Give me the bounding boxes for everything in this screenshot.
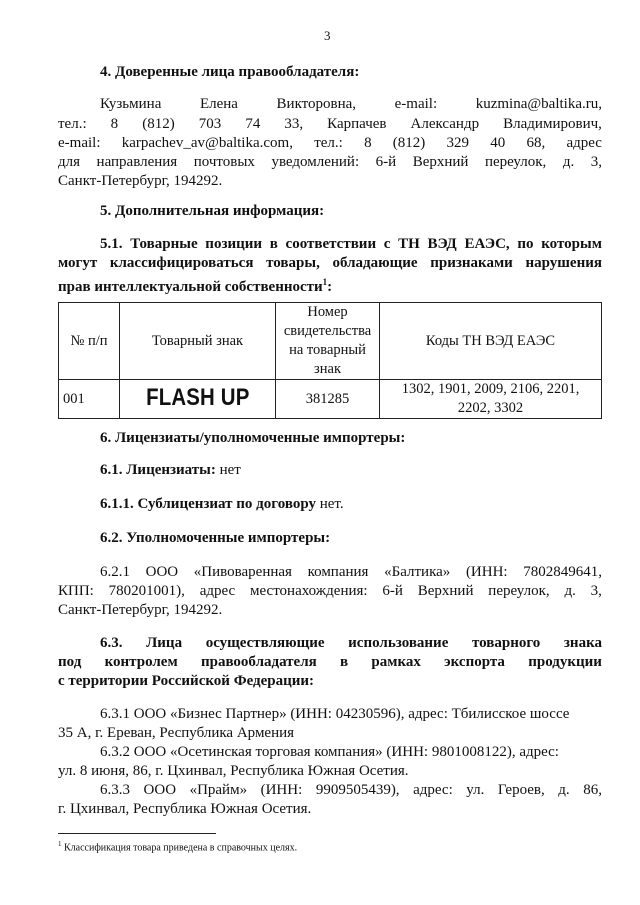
word: 7802849641, — [523, 564, 602, 580]
section-5-heading: 5. Дополнительная информация: — [100, 203, 325, 219]
word: Верхний — [412, 154, 469, 170]
word: рамках — [371, 654, 421, 670]
footnote-ref: 1 — [322, 277, 328, 287]
section-6-heading: 6. Лицензиаты/уполномоченные импортеры: — [100, 430, 406, 446]
section-6-3-line-1 — [100, 633, 602, 653]
word: использование — [348, 635, 449, 651]
word: ТН — [398, 236, 420, 252]
word: ЕАЭС, — [464, 236, 510, 252]
word: с — [383, 236, 391, 252]
section-6-2-1-line-3: Санкт-Петербург, 194292. — [58, 602, 223, 618]
word: переулок, — [488, 583, 550, 599]
section-6-2-1-line-1 — [100, 562, 602, 582]
word: 74 — [245, 116, 261, 132]
section-6-3-1-line-1: 6.3.1 ООО «Бизнес Партнер» (ИНН: 04230596), адрес: Тбилисское шоссе — [100, 706, 570, 722]
section-6-1-value: нет — [215, 462, 241, 478]
section-6-3-1-line-2: 35 А, г. Ереван, Республика Армения — [58, 725, 295, 741]
section-5-1-line-3 — [58, 272, 332, 297]
word: 703 — [198, 116, 222, 132]
section-6-2-heading: 6.2. Уполномоченные импортеры: — [100, 530, 331, 546]
word: которым — [541, 236, 602, 252]
word: компания — [307, 564, 369, 580]
word: 780201001), — [108, 583, 185, 599]
word: Героев, — [497, 782, 545, 798]
word: адрес — [199, 583, 236, 599]
row-certificate: 381285 — [276, 380, 380, 419]
section-6-3-line-3: с территории Российской Федерации: — [58, 673, 315, 689]
word: знака — [563, 635, 602, 651]
word: 8 — [110, 116, 119, 132]
section-6-1-1-value: нет. — [315, 496, 344, 512]
section-4-heading: 4. Доверенные лица правообладателя: — [100, 64, 360, 80]
word: 329 — [446, 135, 470, 151]
word: 9909505439), — [315, 782, 400, 798]
row-trademark — [120, 380, 276, 419]
word: Кузьмина — [100, 96, 162, 112]
section-5-1-line-1 — [100, 234, 602, 254]
word: 68, — [526, 135, 546, 151]
word: ВЭД — [427, 236, 457, 252]
word: тел.: — [314, 135, 343, 151]
word: 40 — [490, 135, 506, 151]
section-6-1-1 — [100, 494, 344, 514]
section-4-line-3 — [58, 133, 602, 153]
word: (812) — [392, 135, 426, 151]
word: уведомлений: — [271, 154, 360, 170]
table-row — [59, 380, 602, 419]
header-number: № п/п — [59, 303, 120, 380]
word: товарного — [471, 635, 541, 651]
word: КПП: — [58, 583, 94, 599]
word: ООО — [143, 782, 177, 798]
word: почтовых — [193, 154, 255, 170]
section-5-1-colon: : — [327, 279, 333, 295]
footnote — [58, 838, 297, 854]
section-4-line-4 — [58, 152, 602, 172]
section-6-3-2-line-2: ул. 8 июня, 86, г. Цхинвал, Республика Южная Осетия. — [58, 763, 409, 779]
section-6-1-label: 6.1. Лицензиаты: — [100, 462, 216, 478]
word: (812) — [142, 116, 175, 132]
word: Товарные — [130, 236, 198, 252]
word: Владимирович, — [503, 116, 602, 132]
header-trademark: Товарный знак — [120, 303, 276, 380]
page-number: 3 — [324, 28, 331, 43]
word: тел.: — [58, 116, 87, 132]
header-codes: Коды ТН ВЭД ЕАЭС — [380, 303, 602, 380]
word: товары, — [266, 255, 320, 271]
word: 33, — [284, 116, 304, 132]
section-5-1-text: прав интеллектуальной собственности — [58, 279, 323, 295]
section-6-1-1-label: 6.1.1. Сублицензиат по договору — [100, 496, 316, 512]
word: ООО — [145, 564, 179, 580]
word: karpachev_av@baltika.com, — [121, 135, 293, 151]
word: Лица — [146, 635, 183, 651]
word: обладающие — [332, 255, 418, 271]
word: контролем — [104, 654, 178, 670]
word: (ИНН: — [260, 782, 303, 798]
word: 5.1. — [100, 236, 123, 252]
word: классифицироваться — [109, 255, 254, 271]
section-4-line-1 — [100, 94, 602, 114]
word: признаками — [430, 255, 513, 271]
word: 6.3. — [100, 635, 123, 651]
word: 3, — [590, 154, 602, 170]
word: «Прайм» — [189, 782, 248, 798]
word: адрес: — [413, 782, 453, 798]
word: по — [517, 236, 534, 252]
word: переулок, — [484, 154, 547, 170]
word: Викторовна, — [276, 96, 357, 112]
word: в — [269, 236, 278, 252]
row-codes: 1302, 1901, 2009, 2106, 2201, 2202, 3302 — [380, 380, 602, 419]
word: д. — [564, 583, 576, 599]
word: e-mail: — [394, 96, 438, 112]
word: д. — [562, 154, 575, 170]
table-header-row — [59, 303, 602, 380]
section-5-1-line-2 — [58, 253, 602, 273]
word: (ИНН: — [465, 564, 508, 580]
word: адрес — [566, 135, 602, 151]
word: в — [340, 654, 349, 670]
word: ул. — [466, 782, 485, 798]
word: 3, — [590, 583, 602, 599]
word: Карпачев — [327, 116, 387, 132]
footnote-text: Классификация товара приведена в справочных целях. — [61, 842, 298, 854]
word: 6-й — [382, 583, 403, 599]
section-4-line-5: Санкт-Петербург, 194292. — [58, 173, 223, 189]
word: Александр — [410, 116, 480, 132]
section-6-2-1-line-2 — [58, 581, 602, 601]
word: соответствии — [285, 236, 377, 252]
word: под — [58, 654, 82, 670]
word: позиции — [205, 236, 263, 252]
word: 8 — [364, 135, 372, 151]
word: нарушения — [525, 255, 602, 271]
row-number: 001 — [59, 380, 120, 419]
section-6-1 — [100, 460, 241, 480]
trademark-table — [58, 302, 602, 419]
section-6-3-3-line-2: г. Цхинвал, Республика Южная Осетия. — [58, 801, 312, 817]
trademark-logo: FLASH UP — [145, 383, 250, 411]
word: направления — [96, 154, 178, 170]
word: Елена — [199, 96, 238, 112]
word: местонахождения: — [250, 583, 368, 599]
word: kuzmina@baltika.ru, — [475, 96, 602, 112]
section-6-3-2-line-1: 6.3.2 ООО «Осетинская торговая компания» (ИНН: 9801008122), адрес: — [100, 744, 559, 760]
header-certificate: Номер свидетельства на товарный знак — [276, 303, 380, 380]
word: 6.3.3 — [100, 782, 130, 798]
word: д. — [558, 782, 570, 798]
section-6-3-line-2 — [58, 652, 602, 672]
footnote-divider — [58, 833, 216, 834]
word: 6-й — [375, 154, 397, 170]
footnote-mark: 1 — [58, 840, 62, 848]
word: для — [58, 154, 81, 170]
section-6-3-3-line-1 — [100, 780, 602, 800]
word: экспорта — [444, 654, 505, 670]
word: e-mail: — [58, 135, 101, 151]
section-4-line-2 — [58, 114, 602, 134]
word: 6.2.1 — [100, 564, 130, 580]
word: 86, — [583, 782, 602, 798]
word: продукции — [528, 654, 602, 670]
word: «Пивоваренная — [193, 564, 292, 580]
word: правообладателя — [200, 654, 317, 670]
word: Верхний — [417, 583, 474, 599]
word: осуществляющие — [205, 635, 325, 651]
word: «Балтика» — [384, 564, 451, 580]
word: могут — [58, 255, 98, 271]
